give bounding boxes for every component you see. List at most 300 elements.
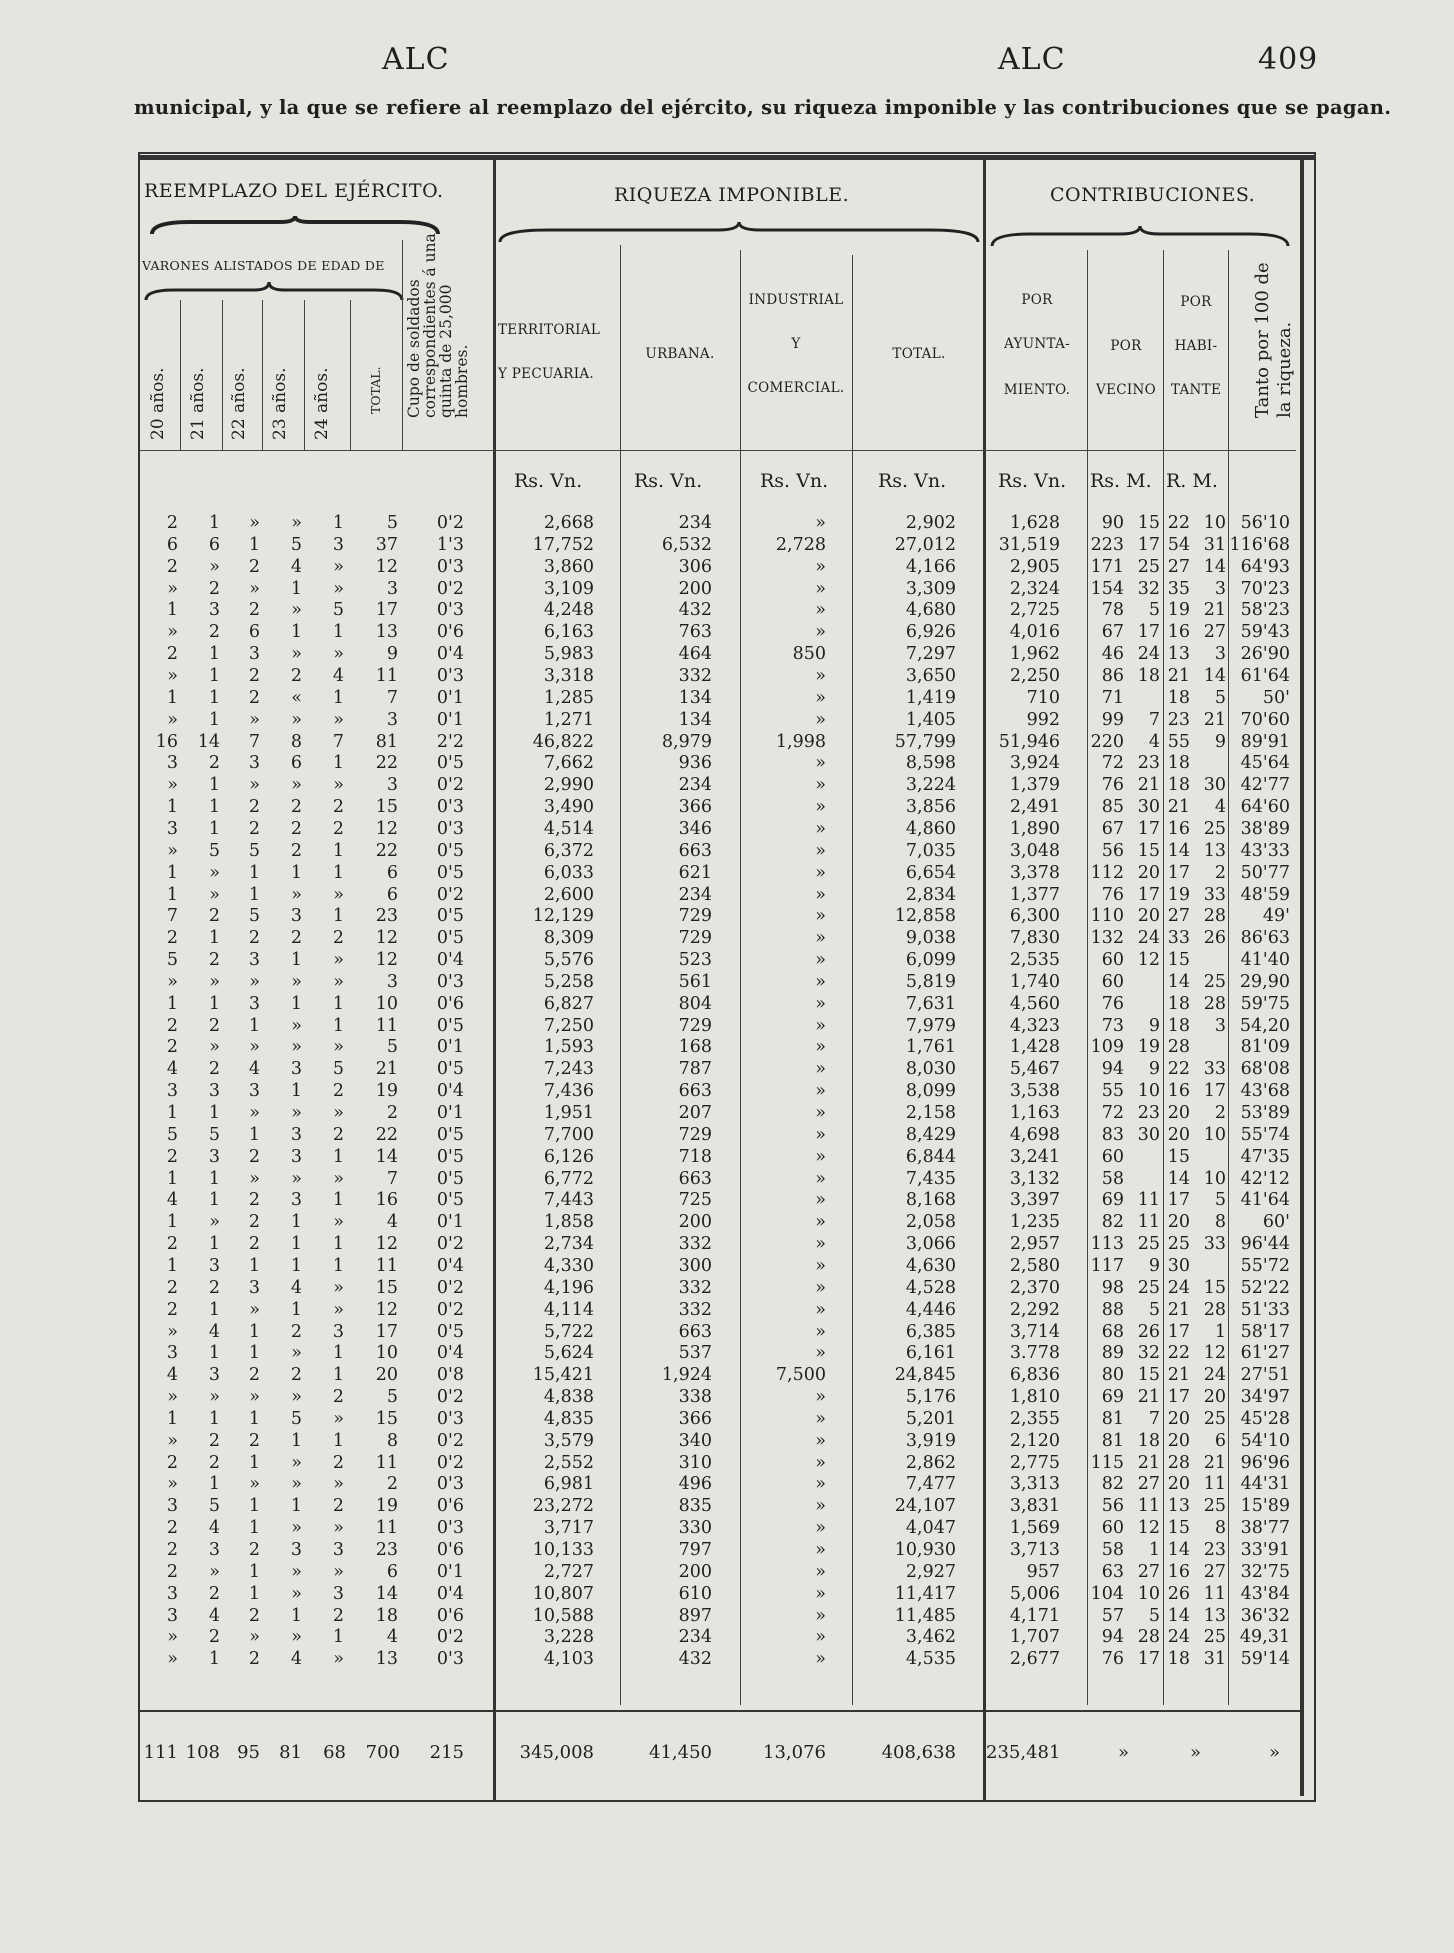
cell-age-21: » (209, 1387, 220, 1407)
cell-age-23: » (291, 1015, 302, 1036)
cell-tanto: 58'23 (1240, 600, 1290, 621)
cell-territorial: 6,981 (543, 1474, 594, 1495)
cell-age-20: » (167, 1321, 178, 1342)
cell-territorial: 5,258 (543, 971, 594, 992)
cell-habitante-rs: 20 (1167, 1103, 1190, 1123)
cell-ayunt: 3,713 (1009, 1540, 1060, 1560)
cell-tanto: 43'84 (1240, 1583, 1290, 1604)
cell-vecino-rs: 132 (1090, 928, 1124, 949)
cell-age-24: » (333, 950, 344, 970)
cell-age-22: 1 (248, 1408, 260, 1429)
cell-total-enlisted: 21 (375, 1059, 398, 1080)
cell-territorial: 7,662 (543, 753, 594, 774)
cell-quota: 0'1 (436, 687, 464, 708)
unit-habitante: R. M. (1166, 470, 1218, 492)
cell-age-23: » (291, 775, 302, 796)
cell-total-enlisted: 2 (386, 1103, 398, 1123)
cell-habitante-rs: 21 (1167, 666, 1190, 686)
cell-age-24: » (333, 1212, 344, 1233)
cell-age-22: » (249, 971, 260, 992)
cell-age-21: 1 (208, 818, 220, 839)
cell-tanto: 38'77 (1240, 1518, 1290, 1539)
cell-industrial: » (815, 1430, 826, 1451)
cell-habitante-rs: 55 (1167, 731, 1190, 752)
total-ayunt: 235,481 (986, 1742, 1061, 1763)
cell-vecino-m: 25 (1137, 1234, 1160, 1255)
cell-ayunt: 51,946 (998, 731, 1060, 752)
cell-urbana: 537 (678, 1343, 712, 1364)
cell-vecino-rs: 223 (1090, 534, 1124, 555)
cell-industrial: » (815, 1649, 826, 1670)
cell-age-21: 2 (208, 1277, 220, 1298)
cell-age-24: 1 (332, 862, 344, 883)
cell-tanto: 89'91 (1240, 731, 1290, 752)
cell-urbana: 332 (678, 1299, 712, 1320)
cell-vecino-m: 12 (1137, 1518, 1160, 1539)
cell-vecino-rs: 58 (1101, 1540, 1124, 1560)
cell-age-21: 2 (208, 753, 220, 774)
cell-tanto: 59'43 (1240, 622, 1290, 643)
cell-territorial: 6,163 (543, 622, 594, 643)
cell-ayunt: 3,714 (1009, 1321, 1060, 1342)
cell-total-wealth: 4,047 (905, 1518, 956, 1539)
cell-age-23: 3 (290, 1190, 302, 1211)
cell-total-wealth: 11,485 (894, 1605, 956, 1626)
cell-age-24: 3 (332, 1540, 344, 1560)
cell-vecino-m: 15 (1137, 840, 1160, 861)
cell-quota: 0'6 (436, 622, 464, 643)
cell-vecino-rs: 83 (1101, 1124, 1124, 1145)
cell-total-enlisted: 11 (375, 1518, 398, 1539)
cell-industrial: » (815, 1474, 826, 1495)
cell-habitante-rs: 20 (1167, 1212, 1190, 1233)
cell-vecino-rs: 89 (1101, 1343, 1124, 1364)
cell-tanto: 96'44 (1240, 1234, 1290, 1255)
cell-industrial: » (815, 906, 826, 927)
cell-total-wealth: 57,799 (894, 731, 956, 752)
cell-ayunt: 6,300 (1009, 906, 1060, 927)
cell-age-21: 3 (208, 1540, 220, 1560)
cell-urbana: 340 (678, 1430, 712, 1451)
cell-ayunt: 3,397 (1009, 1190, 1060, 1211)
cell-age-20: 1 (166, 687, 178, 708)
cell-total-enlisted: 11 (375, 1255, 398, 1276)
cell-urbana: 234 (678, 513, 712, 533)
cell-vecino-rs: 60 (1101, 1518, 1124, 1539)
brace-wealth (498, 220, 980, 244)
header-age-23: 23 años. (270, 367, 290, 440)
table-top-rule (138, 155, 1316, 160)
cell-quota: 0'1 (436, 1561, 464, 1582)
cell-total-enlisted: 10 (375, 993, 398, 1014)
brace-army (150, 214, 440, 236)
cell-total-wealth: 8,429 (905, 1124, 956, 1145)
cell-industrial: » (815, 1234, 826, 1255)
cell-age-20: 2 (166, 1234, 178, 1255)
cell-industrial: » (815, 1561, 826, 1582)
cell-habitante-rs: 18 (1167, 1649, 1190, 1670)
cell-age-24: » (333, 1561, 344, 1582)
col-line (262, 300, 263, 450)
cell-total-wealth: 8,168 (905, 1190, 956, 1211)
cell-industrial: » (815, 1540, 826, 1560)
cell-industrial: » (815, 1583, 826, 1604)
cell-quota: 0'4 (436, 1081, 464, 1102)
cell-age-24: 4 (332, 666, 344, 686)
cell-vecino-rs: 58 (1101, 1168, 1124, 1189)
cell-vecino-rs: 112 (1090, 862, 1124, 883)
cell-age-23: » (291, 1627, 302, 1648)
cell-habitante-m: 3 (1214, 644, 1226, 665)
cell-vecino-m: 9 (1148, 1015, 1160, 1036)
cell-age-24: » (333, 1649, 344, 1670)
cell-vecino-m: 32 (1137, 1343, 1160, 1364)
cell-quota: 0'3 (436, 556, 464, 577)
cell-tanto: 51'33 (1240, 1299, 1290, 1320)
cell-habitante-m: 25 (1203, 971, 1226, 992)
cell-age-21: 1 (208, 666, 220, 686)
header-industrial-1: INDUSTRIAL (748, 292, 844, 308)
cell-urbana: 332 (678, 1234, 712, 1255)
cell-habitante-m: 28 (1203, 906, 1226, 927)
cell-vecino-m: 27 (1137, 1561, 1160, 1582)
cell-age-22: » (249, 513, 260, 533)
cell-age-21: 2 (208, 1452, 220, 1473)
cell-age-20: 2 (166, 1146, 178, 1167)
cell-quota: 0'4 (436, 1583, 464, 1604)
cell-territorial: 8,309 (543, 928, 594, 949)
cell-urbana: 200 (678, 1212, 712, 1233)
cell-urbana: 835 (678, 1496, 712, 1517)
cell-territorial: 10,133 (532, 1540, 594, 1560)
cell-vecino-rs: 76 (1101, 993, 1124, 1014)
cell-age-23: » (291, 513, 302, 533)
cell-industrial: » (815, 513, 826, 533)
cell-age-20: 3 (166, 818, 178, 839)
cell-ayunt: 1,707 (1009, 1627, 1060, 1648)
cell-industrial: » (815, 950, 826, 970)
cell-total-enlisted: 8 (386, 1430, 398, 1451)
cell-age-24: 2 (332, 797, 344, 817)
cell-industrial: » (815, 1037, 826, 1058)
cell-tanto: 45'28 (1240, 1408, 1290, 1429)
cell-age-24: » (333, 1474, 344, 1495)
cell-vecino-rs: 85 (1101, 797, 1124, 817)
cell-urbana: 725 (678, 1190, 712, 1211)
cell-habitante-m: 21 (1203, 709, 1226, 730)
cell-territorial: 6,126 (543, 1146, 594, 1167)
cell-age-24: 2 (332, 928, 344, 949)
cell-total-enlisted: 22 (375, 753, 398, 774)
cell-habitante-rs: 15 (1167, 1146, 1190, 1167)
cell-vecino-rs: 94 (1101, 1627, 1124, 1648)
cell-territorial: 4,838 (543, 1387, 594, 1407)
cell-tanto: 47'35 (1240, 1146, 1290, 1167)
cell-age-20: 2 (166, 1037, 178, 1058)
cell-tanto: 43'68 (1240, 1081, 1290, 1102)
cell-territorial: 7,243 (543, 1059, 594, 1080)
cell-age-20: 2 (166, 1015, 178, 1036)
cell-urbana: 168 (678, 1037, 712, 1058)
cell-territorial: 6,372 (543, 840, 594, 861)
cell-urbana: 338 (678, 1387, 712, 1407)
cell-ayunt: 3,378 (1009, 862, 1060, 883)
cell-industrial: » (815, 928, 826, 949)
cell-vecino-rs: 80 (1101, 1365, 1124, 1386)
cell-total-enlisted: 12 (375, 928, 398, 949)
cell-ayunt: 2,905 (1009, 556, 1060, 577)
cell-total-enlisted: 14 (375, 1146, 398, 1167)
cell-age-21: » (209, 971, 220, 992)
cell-vecino-m: 28 (1137, 1627, 1160, 1648)
cell-age-23: 2 (290, 818, 302, 839)
cell-total-wealth: 2,834 (905, 884, 956, 905)
cell-age-21: 2 (208, 906, 220, 927)
cell-total-enlisted: 4 (386, 1627, 398, 1648)
col-line (402, 240, 403, 450)
cell-age-24: 2 (332, 1124, 344, 1145)
cell-age-21: 3 (208, 1365, 220, 1386)
cell-ayunt: 2,677 (1009, 1649, 1060, 1670)
cell-habitante-rs: 17 (1167, 862, 1190, 883)
cell-urbana: 718 (678, 1146, 712, 1167)
cell-total-wealth: 7,435 (905, 1168, 956, 1189)
cell-age-23: 1 (290, 1081, 302, 1102)
cell-total-wealth: 27,012 (894, 534, 956, 555)
cell-age-23: 1 (290, 1496, 302, 1517)
cell-quota: 0'6 (436, 1540, 464, 1560)
cell-habitante-m: 25 (1203, 1408, 1226, 1429)
cell-total-enlisted: 9 (386, 644, 398, 665)
cell-habitante-m: 25 (1203, 1496, 1226, 1517)
cell-age-24: 3 (332, 1583, 344, 1604)
cell-age-22: 1 (248, 1583, 260, 1604)
cell-age-23: » (291, 1583, 302, 1604)
cell-age-24: 2 (332, 1452, 344, 1473)
header-rule (496, 450, 1296, 451)
cell-tanto: 26'90 (1240, 644, 1290, 665)
total-age-21: 108 (185, 1742, 220, 1763)
cell-total-wealth: 8,598 (905, 753, 956, 774)
cell-habitante-m: 5 (1214, 1190, 1226, 1211)
cell-quota: 0'3 (436, 818, 464, 839)
cell-ayunt: 1,428 (1009, 1037, 1060, 1058)
cell-age-20: 1 (166, 1168, 178, 1189)
cell-age-24: 1 (332, 513, 344, 533)
col-line (222, 300, 223, 450)
cell-industrial: 7,500 (775, 1365, 826, 1386)
unit-vecino: Rs. M. (1090, 470, 1152, 492)
cell-industrial: » (815, 1081, 826, 1102)
cell-habitante-m: 14 (1203, 666, 1226, 686)
cell-total-enlisted: 22 (375, 840, 398, 861)
cell-urbana: 8,979 (661, 731, 712, 752)
cell-habitante-rs: 20 (1167, 1430, 1190, 1451)
cell-ayunt: 6,836 (1009, 1365, 1060, 1386)
cell-total-enlisted: 5 (386, 1387, 398, 1407)
cell-vecino-m: 5 (1148, 1605, 1160, 1626)
cell-age-22: 5 (248, 840, 260, 861)
cell-vecino-rs: 154 (1090, 578, 1124, 599)
cell-vecino-rs: 117 (1090, 1255, 1124, 1276)
cell-quota: 0'2 (436, 1452, 464, 1473)
cell-industrial: » (815, 1255, 826, 1276)
section-taxes-title: CONTRIBUCIONES. (1050, 184, 1256, 206)
cell-industrial: » (815, 971, 826, 992)
cell-age-23: » (291, 1168, 302, 1189)
cell-total-enlisted: 17 (375, 1321, 398, 1342)
cell-habitante-rs: 22 (1167, 1059, 1190, 1080)
cell-urbana: 1,924 (661, 1365, 712, 1386)
cell-age-23: » (291, 709, 302, 730)
cell-habitante-rs: 30 (1167, 1255, 1190, 1276)
cell-age-20: 1 (166, 862, 178, 883)
cell-habitante-rs: 18 (1167, 687, 1190, 708)
cell-habitante-rs: 17 (1167, 1387, 1190, 1407)
cell-tanto: 59'14 (1240, 1649, 1290, 1670)
cell-habitante-m: 33 (1203, 1059, 1226, 1080)
cell-urbana: 663 (678, 1321, 712, 1342)
cell-age-20: 1 (166, 797, 178, 817)
cell-territorial: 4,248 (543, 600, 594, 621)
cell-tanto: 15'89 (1240, 1496, 1290, 1517)
cell-habitante-rs: 23 (1167, 709, 1190, 730)
cell-age-23: 1 (290, 1212, 302, 1233)
cell-quota: 0'2 (436, 775, 464, 796)
cell-urbana: 729 (678, 906, 712, 927)
cell-ayunt: 31,519 (998, 534, 1060, 555)
cell-habitante-m: 15 (1203, 1277, 1226, 1298)
cell-habitante-rs: 16 (1167, 1081, 1190, 1102)
cell-age-24: 3 (332, 1321, 344, 1342)
header-age-24: 24 años. (312, 367, 332, 440)
cell-habitante-rs: 15 (1167, 1518, 1190, 1539)
header-habit-1: POR (1180, 294, 1212, 310)
cell-territorial: 1,951 (543, 1103, 594, 1123)
cell-age-24: 7 (332, 731, 344, 752)
cell-total-enlisted: 23 (375, 906, 398, 927)
cell-ayunt: 2,370 (1009, 1277, 1060, 1298)
total-wealth: 408,638 (881, 1742, 956, 1763)
cell-total-enlisted: 23 (375, 1540, 398, 1560)
cell-age-24: » (333, 971, 344, 992)
cell-total-enlisted: 20 (375, 1365, 398, 1386)
cell-ayunt: 3.778 (1009, 1343, 1060, 1364)
cell-age-23: 4 (290, 1649, 302, 1670)
cell-industrial: » (815, 1277, 826, 1298)
cell-vecino-rs: 76 (1101, 1649, 1124, 1670)
cell-vecino-rs: 60 (1101, 1146, 1124, 1167)
cell-habitante-rs: 28 (1167, 1037, 1190, 1058)
cell-territorial: 2,552 (543, 1452, 594, 1473)
cell-age-22: 1 (248, 1124, 260, 1145)
cell-territorial: 1,593 (543, 1037, 594, 1058)
cell-vecino-m: 18 (1137, 1430, 1160, 1451)
cell-quota: 0'3 (436, 1474, 464, 1495)
cell-tanto: 45'64 (1240, 753, 1290, 774)
cell-age-24: 1 (332, 622, 344, 643)
cell-age-23: 1 (290, 993, 302, 1014)
cell-age-21: 4 (208, 1321, 220, 1342)
cell-age-22: 2 (248, 1540, 260, 1560)
cell-ayunt: 7,830 (1009, 928, 1060, 949)
cell-habitante-m: 21 (1203, 1452, 1226, 1473)
cell-industrial: » (815, 1518, 826, 1539)
cell-habitante-m: 26 (1203, 928, 1226, 949)
cell-age-24: 2 (332, 1496, 344, 1517)
cell-habitante-rs: 54 (1167, 534, 1190, 555)
cell-urbana: 787 (678, 1059, 712, 1080)
cell-age-24: » (333, 775, 344, 796)
cell-vecino-rs: 171 (1090, 556, 1124, 577)
cell-quota: 0'1 (436, 1103, 464, 1123)
cell-age-23: 1 (290, 578, 302, 599)
cell-ayunt: 2,535 (1009, 950, 1060, 970)
cell-vecino-m: 21 (1137, 1452, 1160, 1473)
cell-vecino-rs: 81 (1101, 1430, 1124, 1451)
cell-habitante-rs: 22 (1167, 1343, 1190, 1364)
cell-vecino-rs: 113 (1090, 1234, 1124, 1255)
cell-age-21: 1 (208, 1649, 220, 1670)
cell-ayunt: 1,235 (1009, 1212, 1060, 1233)
cell-age-23: 2 (290, 797, 302, 817)
cell-vecino-m: 5 (1148, 600, 1160, 621)
total-industrial: 13,076 (763, 1742, 826, 1763)
cell-total-wealth: 24,845 (894, 1365, 956, 1386)
cell-total-enlisted: 7 (386, 687, 398, 708)
cell-territorial: 6,827 (543, 993, 594, 1014)
page-number: 409 (1258, 42, 1319, 77)
cell-tanto: 116'68 (1229, 534, 1290, 555)
cell-vecino-m: 18 (1137, 666, 1160, 686)
cell-age-20: 4 (166, 1059, 178, 1080)
cell-age-22: 3 (248, 950, 260, 970)
cell-age-24: 5 (332, 600, 344, 621)
cell-urbana: 134 (678, 687, 712, 708)
cell-total-enlisted: 12 (375, 556, 398, 577)
cell-industrial: » (815, 1627, 826, 1648)
cell-age-24: 1 (332, 906, 344, 927)
cell-ayunt: 992 (1026, 709, 1060, 730)
cell-total-enlisted: 19 (375, 1496, 398, 1517)
cell-age-24: 1 (332, 840, 344, 861)
cell-age-22: 3 (248, 644, 260, 665)
cell-vecino-m: 17 (1137, 1649, 1160, 1670)
cell-vecino-m: 10 (1137, 1583, 1160, 1604)
cell-vecino-rs: 99 (1101, 709, 1124, 730)
cell-age-20: 2 (166, 1452, 178, 1473)
cell-total-wealth: 4,630 (905, 1255, 956, 1276)
cell-age-22: 1 (248, 1015, 260, 1036)
cell-territorial: 3,318 (543, 666, 594, 686)
cell-total-enlisted: 11 (375, 666, 398, 686)
cell-age-23: 4 (290, 556, 302, 577)
cell-total-enlisted: 2 (386, 1474, 398, 1495)
cell-tanto: 41'40 (1240, 950, 1290, 970)
cell-age-21: » (209, 1212, 220, 1233)
cell-total-wealth: 3,919 (905, 1430, 956, 1451)
cell-tanto: 44'31 (1240, 1474, 1290, 1495)
header-age-20: 20 años. (148, 367, 168, 440)
cell-urbana: 330 (678, 1518, 712, 1539)
cell-age-23: 1 (290, 1430, 302, 1451)
cell-industrial: » (815, 1103, 826, 1123)
cell-total-wealth: 7,979 (905, 1015, 956, 1036)
cell-quota: 0'1 (436, 1212, 464, 1233)
cell-quota: 0'3 (436, 600, 464, 621)
cell-territorial: 4,835 (543, 1408, 594, 1429)
cell-quota: 0'3 (436, 1408, 464, 1429)
